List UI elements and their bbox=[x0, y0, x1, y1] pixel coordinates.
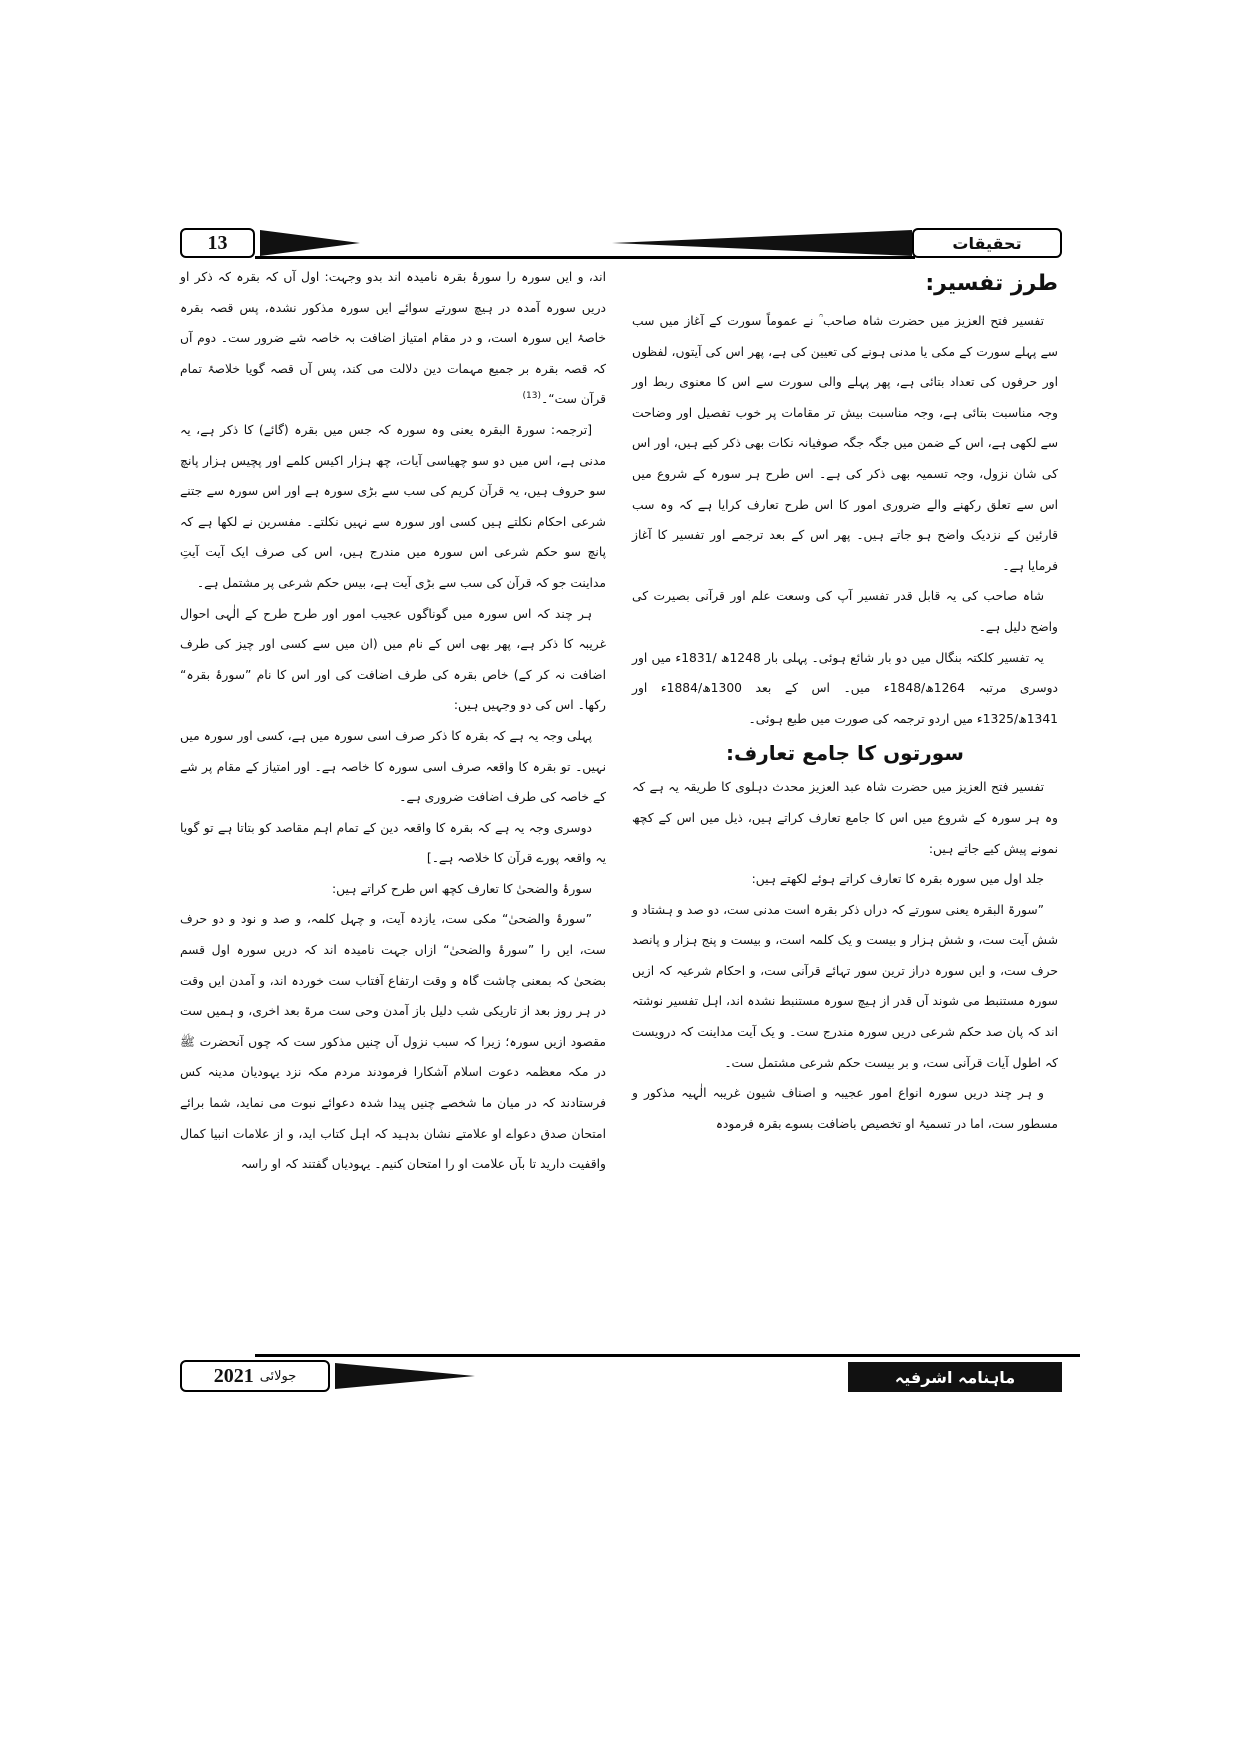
footer-wedge bbox=[335, 1363, 475, 1389]
paragraph: جلد اول میں سورہ بقرہ کا تعارف کراتے ہوئے لکھتے ہیں: bbox=[751, 872, 1044, 887]
paragraph: تفسیر فتح العزیز میں حضرت شاہ عبد العزیز محدث دہلوی کا طریقہ یہ ہے کہ وہ ہر سورہ کے شروع میں اس کا جامع تعارف کراتے ہیں، ذیل میں اس کے کچھ نمونے پیش کیے جاتے ہیں: bbox=[632, 780, 1058, 856]
magazine-name: ماہنامہ اشرفیہ bbox=[848, 1362, 1062, 1392]
heading-tarz-e-tafseer: طرز تفسیر: bbox=[925, 271, 1058, 296]
paragraph: پہلی وجہ یہ ہے کہ بقرہ کا ذکر صرف اسی سورہ میں ہے، کسی اور سورہ میں نہیں۔ تو بقرہ کا واقعہ صرف اسی سورہ کا خاصہ ہے۔ اور امتیاز کے مقام پر شے کے خاصہ کی طرف اضافت ضروری ہے۔ bbox=[180, 728, 606, 805]
issue-date bbox=[180, 1360, 330, 1392]
left-column bbox=[180, 262, 606, 1180]
section-title: تحقیقات bbox=[912, 228, 1062, 258]
paragraph: دوسری وجہ یہ ہے کہ بقرہ کا واقعہ دین کے تمام اہم مقاصد کو بتاتا ہے تو گویا یہ واقعہ پورے قرآن کا خلاصہ ہے۔] bbox=[180, 820, 606, 866]
footer-rule bbox=[255, 1354, 1080, 1357]
quote-paragraph: ”سورۂ والضحیٰ“ مکی ست، یازدہ آیت، و چہل کلمہ، و صد و نود و دو حرف ست، ایں را ”سورۂ والضحیٰ“ ازاں جہت نامیدہ اند کہ دریں سورہ اول قسم بضحیٰ کہ بمعنی چاشت گاہ و وقت ارتفاع آفتاب ست خوردہ اند، و آمدن ایں وقت در ہر روز بعد از تاریکی شب دلیل باز آمدن وحی ست مرۃ بعد اخری، و ہمیں ست مقصود ازیں سورہ؛ زیرا کہ سبب نزول آں چنیں مذکور ست کہ چوں آنحضرت ﷺ در مکہ معظمہ دعوت اسلام آشکارا فرمودند مردم مکہ نزد یہودیان مدینہ کس فرستادند کہ در میان ما شخصے چنیں پیدا شدہ دعوائے نبوت می نماید، شما برائے امتحان صدق دعواے او علامتے نشان بدہید کہ اہل کتاب اید، و از علامات انبیا کمال واقفیت دارید تا بآں علامت او را امتحان کنیم۔ یہودیاں گفتند کہ او راسہ bbox=[180, 912, 606, 1172]
quote-paragraph: ”سورۃ البقرہ یعنی سورتے کہ دراں ذکر بقرہ است مدنی ست، دو صد و ہشتاد و شش آیت ست، و شش ہزار و بیست و یک کلمہ است، و بیست و پنج ہزار و پانصد حرف ست، و ایں سورہ دراز ترین سور تہائے قرآنی ست، و احکام شرعیہ کہ ازیں سورہ مستنبط می شوند آں قدر از ہیچ سورہ مستنبط نشدہ اند، اہل تفسیر نوشتہ اند کہ پان صد حکم شرعی دریں سورہ مندرج ست۔ و یک آیت مداینت کہ درویست کہ اطول آیات قرآنی ست، و بر بیست حکم شرعی مشتمل ست۔ bbox=[632, 902, 1058, 1070]
heading-jame-taaruf: سورتوں کا جامع تعارف: bbox=[726, 741, 964, 766]
header-rule bbox=[255, 256, 915, 259]
paragraph: ہر چند کہ اس سورہ میں گوناگوں عجیب امور اور طرح طرح کے الٰہی احوال غریبہ کا ذکر ہے، پھر بھی اس کے نام میں (ان میں سے کسی اور چیز کی طرف اضافت نہ کر کے) خاص بقرہ کی طرف اضافت کی اور اس کا نام ”سورۂ بقرہ“ رکھا۔ اس کی دو وجہیں ہیں: bbox=[180, 606, 606, 713]
paragraph: سورۂ والضحیٰ کا تعارف کچھ اس طرح کراتے ہیں: bbox=[331, 881, 592, 896]
issue-year: 2021 bbox=[213, 1364, 254, 1387]
paragraph: تفسیر فتح العزیز میں حضرت شاہ صاحب ؒ نے عموماً سورت کے آغاز میں سب سے پہلے سورت کے مکی یا مدنی ہونے کی تعیین کی ہے، پھر اس کی آیتوں، لفظوں اور حرفوں کی تعداد بتائی ہے، پھر پہلے والی سورت سے اس کا معنوی ربط اور وجہ مناسبت بتائی ہے، وجہ مناسبت بیش تر مقامات پر خوب تفصیل اور وضاحت سے لکھی ہے، اس کے ضمن میں جگہ جگہ صوفیانہ نکات بھی ذکر کیے ہیں، اور اس کی شان نزول، وجہ تسمیہ بھی ذکر کی ہے۔ اس طرح ہر سورہ کے شروع میں اس سے تعلق رکھنے والے ضروری امور کا اس طرح تعارف کرایا ہے کہ وہ سب قارئین کے نزدیک واضح ہو جاتے ہیں۔ پھر اس کے بعد ترجمے اور تفسیر کا آغاز فرمایا ہے۔ bbox=[632, 314, 1058, 573]
quote-paragraph bbox=[180, 262, 606, 415]
issue-month: جولائی bbox=[259, 1368, 297, 1384]
quote-text: اند، و ایں سورہ را سورۂ بقرہ نامیدہ اند بدو وجہت: اول آں کہ بقرہ کہ ذکر او دریں سورہ آمدہ در ہیچ سورتے سوائے ایں سورہ مذکور نشدہ، پس قصہ بقرہ خاصۂ ایں سورہ است، و در مقام امتیاز اضافت بہ خاصہ شے ضرور ست۔ دوم آں کہ قصہ بقرہ بر جمیع مہمات دین دلالت می کند، پس آں قصہ گویا خلاصۂ تمام قرآن ست“۔ bbox=[180, 270, 606, 407]
paragraph: یہ تفسیر کلکتہ بنگال میں دو بار شائع ہوئی۔ پہلی بار 1248ھ /1831ء میں اور دوسری مرتبہ 1264ھ/1848ء میں۔ اس کے بعد 1300ھ/1884ء اور 1341ھ/1325ء میں اردو ترجمہ کی صورت میں طبع ہوئی۔ bbox=[632, 650, 1059, 726]
footnote-marker: (13) bbox=[522, 391, 542, 402]
page-number: 13 bbox=[180, 228, 255, 258]
right-column bbox=[632, 262, 1058, 1139]
header-wedge-right bbox=[612, 230, 912, 256]
translation-paragraph: [ترجمہ: سورۃ البقرہ یعنی وہ سورہ کہ جس میں بقرہ (گائے) کا ذکر ہے، یہ مدنی ہے، اس میں دو سو چھیاسی آیات، چھ ہزار اکیس کلمے اور پچیس ہزار پانچ سو حروف ہیں، یہ قرآن کریم کی سب سے بڑی سورہ ہے اور اس سورہ سے جتنے شرعی احکام نکلتے ہیں کسی اور سورہ سے نہیں نکلتے۔ مفسرین نے لکھا ہے کہ پانچ سو حکم شرعی اس سورہ میں مندرج ہیں، اس کی صرف ایک آیت آیتِ مداینت جو کہ قرآن کی سب سے بڑی آیت ہے، بیس حکم شرعی پر مشتمل ہے۔ bbox=[180, 422, 606, 590]
paragraph: شاہ صاحب کی یہ قابل قدر تفسیر آپ کی وسعت علم اور قرآنی بصیرت کی واضح دلیل ہے۔ bbox=[632, 589, 1058, 634]
quote-paragraph: و ہر چند دریں سورہ انواع امور عجیبہ و اصناف شیون غریبہ الٰہیہ مذکور و مسطور ست، اما در تسمیۂ او تخصیص باضافت بسوے بقرہ فرمودہ bbox=[632, 1086, 1058, 1131]
header-wedge-left bbox=[260, 230, 360, 256]
